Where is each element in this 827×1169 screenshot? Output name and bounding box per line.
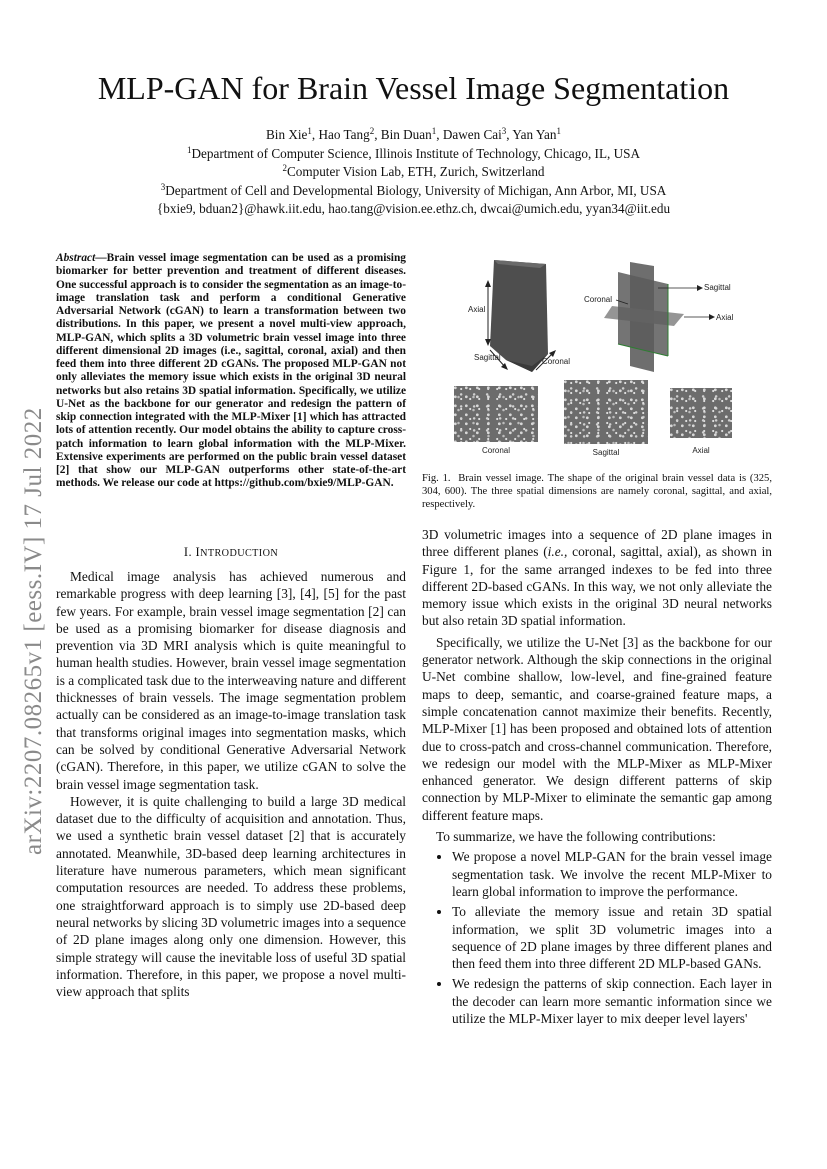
section-numeral: I. <box>183 545 192 559</box>
sagittal-pointer-head <box>697 285 703 291</box>
affiliation-line <box>60 182 767 201</box>
affiliation-text: Computer Vision Lab, ETH, Zurich, Switzerland <box>286 164 545 179</box>
list-item: • We propose a novel MLP-GAN for the brain vessel image segmentation task. We involve the recent MLP-Mixer to learn global information to improve the performance. <box>452 848 772 900</box>
author-name: Dawen Cai <box>442 127 502 142</box>
axial-slice-image <box>670 388 732 438</box>
axial-pointer-head <box>709 314 715 320</box>
author-emails: {bxie9, bduan2}@hawk.iit.edu, hao.tang@vision.ee.ethz.ch, dwcai@umich.edu, yyan34@iit.edu <box>156 201 671 216</box>
figure-caption <box>422 472 772 511</box>
affiliation-mark: 3 <box>501 126 507 136</box>
affiliation-mark: 1 <box>187 144 192 155</box>
axial-plane-label: Axial <box>716 313 734 322</box>
paragraph-text: 3D volumetric images into a sequence of 2D plane images in three different planes ( <box>422 527 772 560</box>
abstract-lead: Abstract <box>56 252 96 264</box>
figure-1 <box>422 254 772 466</box>
affiliation-mark: 1 <box>556 126 561 136</box>
arxiv-stamp: arXiv:2207.08265v1 [eess.IV] 17 Jul 2022 <box>20 407 47 855</box>
sagittal-label: Sagittal <box>474 353 501 362</box>
coronal-slice-image <box>454 386 538 442</box>
affiliation-text: Department of Cell and Developmental Biology, University of Michigan, Ann Arbor, MI, USA <box>165 182 667 198</box>
paragraph-text: coronal, sagittal, axial), as shown in Figure 1, for the same arranged indexes to be fed into three different 2D-based cGANs. In this way, we not only alleviate the memory issue which exists in the original 3D neural networks but also retain 3D spatial information. <box>422 544 772 629</box>
coronal-plane <box>618 272 668 356</box>
affiliation-line <box>60 163 767 182</box>
author-name: Bin Duan <box>380 127 432 142</box>
abstract <box>56 252 406 491</box>
author-names: Bin Xie$^1$, Hao Tang$^2$, Bin Duan$^1$, Dawen Cai$^3$, Yan Yan$^1$ <box>265 126 561 142</box>
coronal-label: Coronal <box>542 357 571 366</box>
list-item: • We redesign the patterns of skip connection. Each layer in the decoder can learn more semantic information since we utilize the MLP-Mixer layer to mix deeper level layers' <box>452 975 772 1027</box>
author-name: Yan Yan <box>512 127 557 142</box>
sagittal-slice-caption: Sagittal <box>592 448 620 457</box>
paper-title: MLP-GAN for Brain Vessel Image Segmentation <box>97 70 730 106</box>
paragraph: Specifically, we utilize the U-Net [3] as the backbone for our generator network. Although the skip connections in the original U-Net combine shallow, low-level, and fine-grained feature maps to deep, semantic, and coarse-grained feature maps, a simple concatenation cannot maximize their benefits. Recently, MLP-Mixer [1] has been proposed and obtained lots of attention due to cross-patch and cross-channel communication. Therefore, we redesign our model with the MLP-Mixer as MLP-Mixer enhanced generator. We design different patterns of skip connection by MLP-Mixer to eliminate the semantic gap among different feature maps. <box>422 634 772 823</box>
axial-arrow-head <box>485 280 491 287</box>
paragraph: To summarize, we have the following contributions: <box>436 829 716 845</box>
contribution-list <box>422 848 772 1027</box>
section-title-rest: NTRODUCTION <box>200 548 279 559</box>
author-name: Bin Xie <box>265 127 308 142</box>
paragraph: However, it is quite challenging to build a large 3D medical dataset due to the difficulty of acquisition and annotation. Thus, we used a synthetic brain vessel dataset [2] that is accurately annotated. Meanwhile, 3D-based deep learning architectures in literature have numerous parameters, which mean significant computation resources are needed. To address these problems, one straightforward approach is to simply use 2D-based deep neural networks by slicing 3D volumetric images into a sequence of 2D plane images along only one dimension. However, this simple strategy will cause the inevitable loss of useful 3D spatial information. Therefore, in this paper, we propose a novel multi-view approach that splits <box>56 793 406 1000</box>
paragraph-italic: i.e., <box>547 544 568 560</box>
paragraph <box>422 526 772 630</box>
affiliation-text: Department of Computer Science, Illinois Institute of Technology, Chicago, IL, USA <box>191 145 640 161</box>
axial-label: Axial <box>468 305 486 314</box>
section-initial: I <box>195 545 201 559</box>
axial-slice-caption: Axial <box>692 446 710 455</box>
sagittal-slice-image <box>564 380 648 444</box>
affiliation-mark: 2 <box>282 163 287 173</box>
affiliation-mark: 2 <box>369 126 375 136</box>
affiliation-mark: 3 <box>160 181 166 192</box>
list-item: • To alleviate the memory issue and retain 3D spatial information, we split 3D volumetric images into a sequence of 2D plane images by three different planes and then feed them into three different 2D MLP-based GANs. <box>452 903 772 972</box>
affiliation-mark: 1 <box>431 126 437 136</box>
figure-caption-text: Brain vessel image. The shape of the original brain vessel data is (325, 304, 600). The three spatial dimensions are namely coronal, sagittal, and axial, respectively. <box>422 473 772 510</box>
section-heading-introduction <box>56 544 406 562</box>
affiliation-mark: 1 <box>307 126 312 136</box>
coronal-plane-label: Coronal <box>584 295 613 304</box>
abstract-text: —Brain vessel image segmentation can be used as a promising biomarker for better prevention and treatment of different diseases. One successful approach is to consider the segmentation as an image-to-image translation task and perform a conditional Generative Adversarial Network (cGAN) to learn a transformation between two distributions. In this paper, we present a novel multi-view approach, MLP-GAN, which splits a 3D volumetric brain vessel image into three different dimensional 2D images (i.e., sagittal, coronal, axial) and then feed them into three different 2D cGANs. The proposed MLP-GAN not only alleviates the memory issue which exists in the original 3D neural networks but also retains 3D spatial information. Specifically, we utilize U-Net as the backbone for our generator and redesign the pattern of skip connection integrated with the MLP-Mixer [1] which has attracted lots of attention recently. Our model obtains the ability to capture cross-patch information to learn global information with the MLP-Mixer. Extensive experiments are performed on the public brain vessel dataset [2] that show our MLP-GAN outperforms other state-of-the-art methods. We release our code at https://github.com/bxie9/MLP-GAN. <box>56 252 406 490</box>
author-name: Hao Tang <box>318 127 370 142</box>
sagittal-plane-label: Sagittal <box>704 283 731 292</box>
author-block <box>60 126 767 219</box>
introduction-body <box>56 568 406 1000</box>
paragraph: Medical image analysis has achieved numerous and remarkable progress with deep learning [3], [4], [5] for the past few years. For example, brain vessel image segmentation [2] can be used as a promising biomarker for disease diagnosis and prevention via 3D MRI analysis which is quite meaningful to human health studies. However, brain vessel image segmentation is a complicated task due to the interweaving nature and different thicknesses of brain vessels. The image segmentation problem actually can be considered as an image-to-image translation task that transforms original images into segmentation masks, which can be solved by conditional Generative Adversarial Network (cGAN). Therefore, in this paper, we utilize cGAN to solve the brain vessel image segmentation task. <box>56 569 407 792</box>
right-column-body <box>422 526 772 1030</box>
affiliation-line <box>60 145 767 164</box>
figure-caption-lead: Fig. 1. <box>422 473 451 484</box>
coronal-slice-caption: Coronal <box>481 446 510 455</box>
